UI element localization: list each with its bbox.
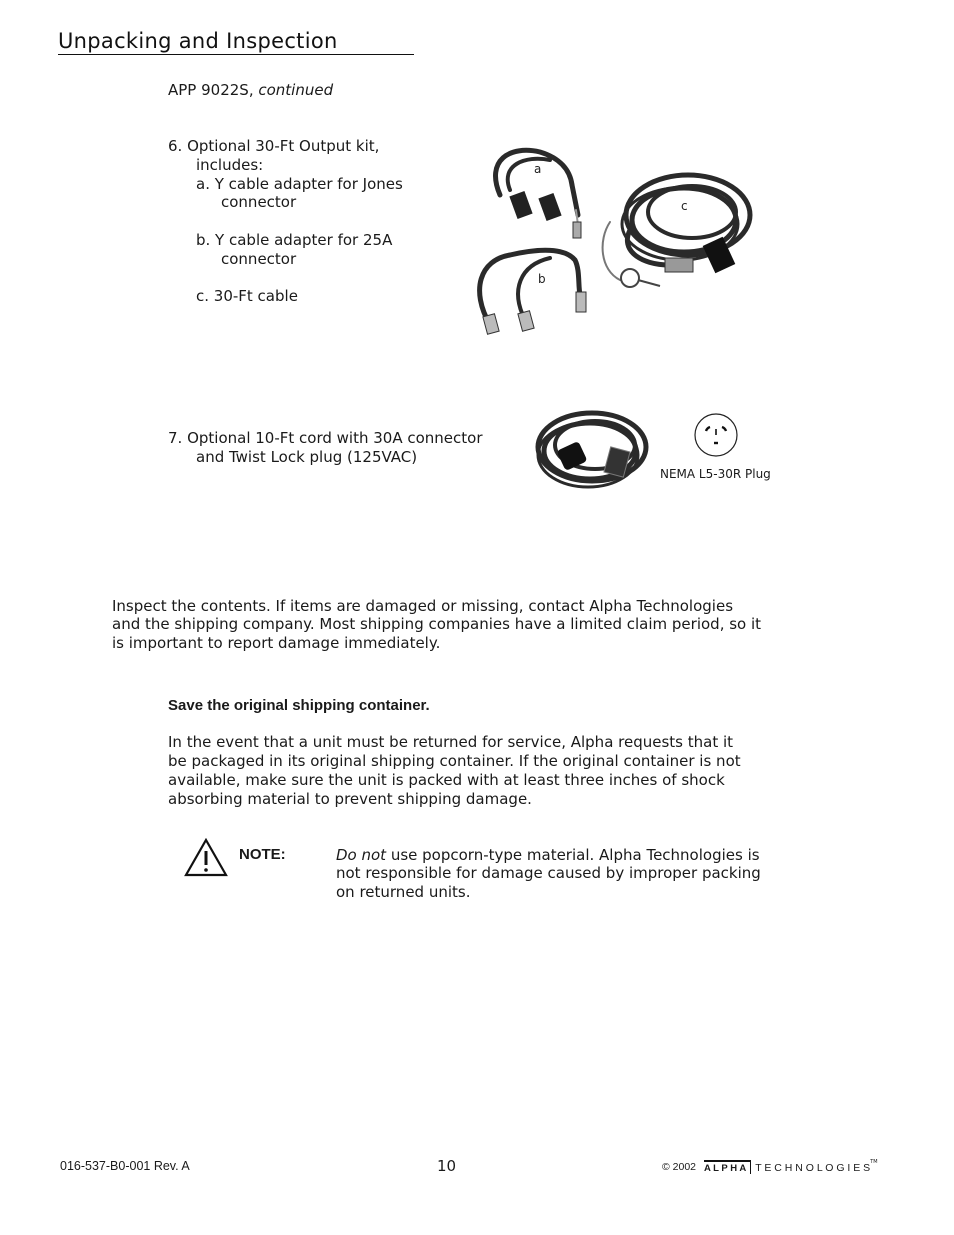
logo-technologies: T E C H N O L O G I E S — [755, 1162, 871, 1174]
item6-line-7: c. 30-Ft cable — [196, 287, 298, 305]
plug-caption: NEMA L5-30R Plug — [660, 467, 771, 481]
item6-line-6: connector — [221, 250, 297, 268]
alpha-technologies-logo — [704, 1159, 878, 1174]
item6-line-2: includes: — [196, 156, 264, 174]
item6-line-3: a. Y cable adapter for Jones — [196, 175, 403, 193]
logo-tm: TM — [870, 1159, 878, 1165]
logo-alpha: A L P H A — [704, 1160, 750, 1174]
note-emphasis: Do not — [336, 846, 387, 864]
inspect-line-1: Inspect the contents. If items are damaged or missing, contact Alpha Technologies — [112, 597, 734, 615]
save-line-2: be packaged in its original shipping container. If the original container is not — [168, 752, 741, 770]
item7-line-1: 7. Optional 10-Ft cord with 30A connector — [168, 429, 483, 447]
save-line-3: available, make sure the unit is packed with at least three inches of shock — [168, 771, 725, 789]
note-line-1 — [336, 846, 760, 865]
warning-icon — [184, 838, 228, 878]
photo-label-a: a — [534, 162, 542, 176]
photo-label-c: c — [681, 199, 688, 213]
page-title: Unpacking and Inspection — [58, 28, 414, 55]
note-line-2: not responsible for damage caused by improper packing — [336, 864, 761, 882]
save-line-1: In the event that a unit must be returned for service, Alpha requests that it — [168, 733, 734, 751]
inspect-line-3: is important to report damage immediately. — [112, 634, 441, 652]
note-line-1-rest: use popcorn-type material. Alpha Technologies is — [386, 846, 760, 864]
doc-number: 016-537-B0-001 Rev. A — [60, 1159, 190, 1173]
cord-photo — [532, 405, 654, 497]
item6-line-5: b. Y cable adapter for 25A — [196, 231, 393, 249]
nema-plug-icon — [692, 411, 740, 459]
note-line-3: on returned units. — [336, 883, 471, 901]
page-number: 10 — [437, 1157, 457, 1175]
section-intro-continued: continued — [258, 81, 334, 99]
note-label: NOTE: — [239, 846, 286, 863]
save-line-4: absorbing material to prevent shipping damage. — [168, 790, 532, 808]
item6-line-4: connector — [221, 193, 297, 211]
item7-line-2: and Twist Lock plug (125VAC) — [196, 448, 418, 466]
save-heading: Save the original shipping container. — [168, 697, 430, 714]
section-intro — [168, 81, 333, 100]
inspect-line-2: and the shipping company. Most shipping companies have a limited claim period, so it — [112, 615, 762, 633]
logo-divider — [750, 1160, 751, 1174]
photo-label-b: b — [538, 272, 546, 286]
output-kit-photo — [470, 140, 765, 340]
item6-line-1: 6. Optional 30-Ft Output kit, — [168, 137, 380, 155]
copyright: © 2002 — [662, 1161, 697, 1173]
section-intro-prefix: APP 9022S, — [168, 81, 259, 99]
